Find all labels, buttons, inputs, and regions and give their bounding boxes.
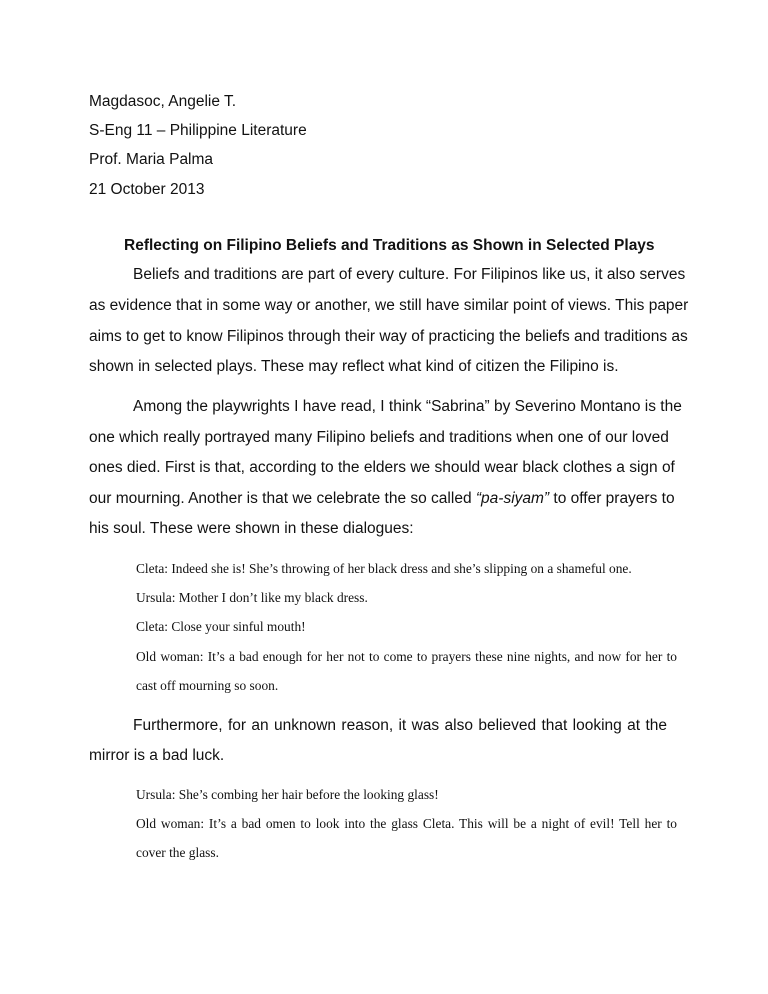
quote-cleta-2: Cleta: Close your sinful mouth! [136, 619, 306, 634]
paragraph-2-line-4-before: our mourning. Another is that we celebrate the so called [89, 490, 476, 507]
date-line: 21 October 2013 [89, 181, 205, 198]
course-line: S-Eng 11 – Philippine Literature [89, 122, 307, 139]
quote-ursula-2: Ursula: She’s combing her hair before the looking glass! [136, 787, 439, 802]
paragraph-2-line-3: ones died. First is that, according to the elders we should wear black clothes a sign of [89, 459, 675, 476]
quote-ursula-1: Ursula: Mother I don’t like my black dress. [136, 590, 368, 605]
author-name: Magdasoc, Angelie T. [89, 93, 237, 110]
pa-siyam-term: “pa-siyam” [475, 490, 550, 507]
paragraph-2-line-5: his soul. These were shown in these dialogues: [89, 520, 414, 537]
paragraph-3-line-1: Furthermore, for an unknown reason, it was also believed that looking at the [133, 717, 667, 734]
paragraph-2-line-2: one which really portrayed many Filipino beliefs and traditions when one of our loved [89, 429, 669, 446]
paragraph-3-line-2: mirror is a bad luck. [89, 747, 225, 764]
quote-cleta-1: Cleta: Indeed she is! She’s throwing of her black dress and she’s slipping on a shameful one. [136, 561, 632, 576]
quote-old-woman-2: Old woman: It’s a bad omen to look into the glass Cleta. This will be a night of evil! Tell her to [136, 816, 677, 831]
paragraph-2-line-4 [89, 489, 675, 509]
paragraph-2-line-4-after: to offer prayers to [549, 490, 675, 507]
quote-old-woman-2-cont: cover the glass. [136, 845, 219, 860]
quote-old-woman-1-cont: cast off mourning so soon. [136, 678, 279, 693]
quote-old-woman-1: Old woman: It’s a bad enough for her not to come to prayers these nine nights, and now for her to [136, 649, 677, 664]
paragraph-1-line-2: as evidence that in some way or another, we still have similar point of views. This paper [89, 297, 689, 314]
paragraph-1-line-3: aims to get to know Filipinos through their way of practicing the beliefs and traditions as [89, 328, 688, 345]
professor-line: Prof. Maria Palma [89, 151, 214, 168]
paragraph-2-line-1: Among the playwrights I have read, I think “Sabrina” by Severino Montano is the [133, 398, 682, 415]
paragraph-1-line-4: shown in selected plays. These may reflect what kind of citizen the Filipino is. [89, 358, 619, 375]
paragraph-1-line-1: Beliefs and traditions are part of every culture. For Filipinos like us, it also serves [133, 266, 686, 283]
essay-title: Reflecting on Filipino Beliefs and Traditions as Shown in Selected Plays [124, 237, 655, 254]
